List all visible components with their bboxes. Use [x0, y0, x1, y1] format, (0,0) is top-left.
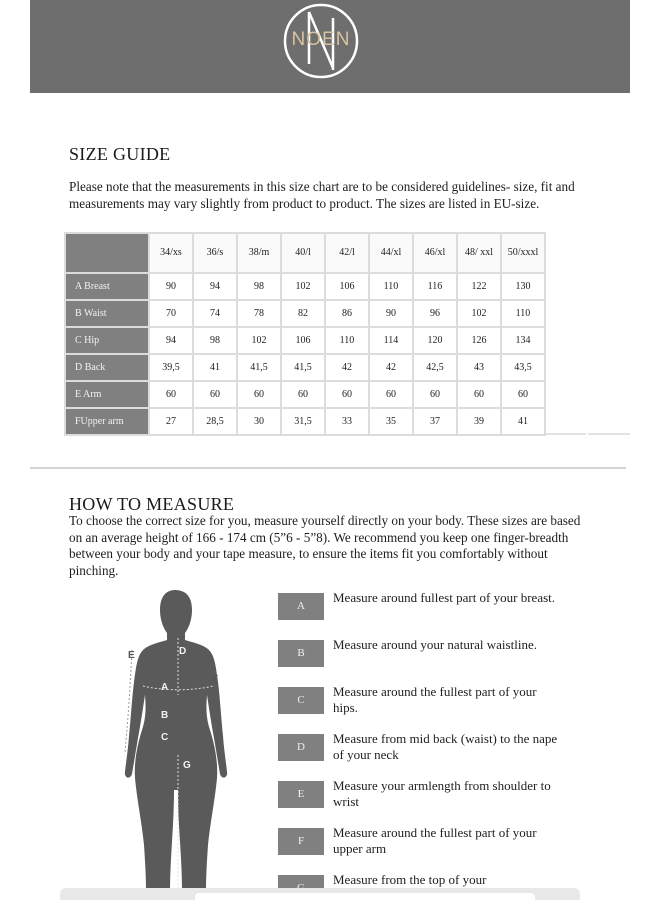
- measurement-label: C Hip: [65, 327, 149, 354]
- size-header: 36/s: [193, 233, 237, 273]
- figure-label-b: B: [161, 710, 169, 721]
- figure-label-g: G: [183, 760, 191, 771]
- measurement-value: 43: [457, 354, 501, 381]
- table-stub-line: [588, 433, 630, 435]
- size-header: 34/xs: [149, 233, 193, 273]
- measurement-value: 94: [149, 327, 193, 354]
- measurement-value: 70: [149, 300, 193, 327]
- measure-step: [278, 778, 578, 818]
- measurement-value: 30: [237, 408, 281, 435]
- size-chart-row: [65, 300, 545, 327]
- measurement-value: 90: [369, 300, 413, 327]
- measurement-value: 39: [457, 408, 501, 435]
- measurement-value: 35: [369, 408, 413, 435]
- measurement-value: 96: [413, 300, 457, 327]
- measurement-value: 98: [237, 273, 281, 300]
- measurement-value: 41: [193, 354, 237, 381]
- measurement-value: 27: [149, 408, 193, 435]
- measurement-label: B Waist: [65, 300, 149, 327]
- bottom-address-pill[interactable]: [195, 893, 535, 900]
- size-guide-title: SIZE GUIDE: [69, 144, 171, 164]
- measurement-value: 110: [325, 327, 369, 354]
- measurement-value: 60: [237, 381, 281, 408]
- measurement-value: 60: [457, 381, 501, 408]
- measurement-value: 106: [281, 327, 325, 354]
- measure-step: [278, 684, 578, 724]
- size-header: 48/ xxl: [457, 233, 501, 273]
- measurement-value: 60: [501, 381, 545, 408]
- size-header: 40/l: [281, 233, 325, 273]
- measurement-value: 42,5: [413, 354, 457, 381]
- size-chart-row: [65, 273, 545, 300]
- size-header: 42/l: [325, 233, 369, 273]
- measurement-value: 98: [193, 327, 237, 354]
- measurement-value: 60: [325, 381, 369, 408]
- measurement-value: 122: [457, 273, 501, 300]
- size-chart-table: [64, 232, 546, 436]
- figure-label-d: D: [179, 646, 187, 657]
- measurement-value: 37: [413, 408, 457, 435]
- table-corner-cell: [65, 233, 149, 273]
- measurement-value: 120: [413, 327, 457, 354]
- figure-label-e: E: [128, 650, 135, 661]
- step-text: Measure from the top of your: [333, 872, 487, 887]
- measurement-value: 60: [193, 381, 237, 408]
- measurement-value: 94: [193, 273, 237, 300]
- measurement-value: 102: [237, 327, 281, 354]
- measurement-value: 60: [281, 381, 325, 408]
- step-letter-badge: A: [278, 593, 324, 620]
- measurement-value: 102: [281, 273, 325, 300]
- step-letter-badge: F: [278, 828, 324, 855]
- size-chart-row: [65, 381, 545, 408]
- measurement-value: 106: [325, 273, 369, 300]
- size-header: 46/xl: [413, 233, 457, 273]
- section-divider: [30, 467, 626, 469]
- measurement-value: 78: [237, 300, 281, 327]
- logo-text: NOEN: [291, 29, 351, 50]
- measurement-value: 31,5: [281, 408, 325, 435]
- size-header: 38/m: [237, 233, 281, 273]
- how-to-measure-title: HOW TO MEASURE: [69, 494, 235, 514]
- measurement-value: 42: [369, 354, 413, 381]
- measurement-value: 82: [281, 300, 325, 327]
- measurement-value: 74: [193, 300, 237, 327]
- measurement-value: 41: [501, 408, 545, 435]
- measurement-value: 102: [457, 300, 501, 327]
- measure-step: [278, 825, 578, 865]
- measurement-value: 86: [325, 300, 369, 327]
- measurement-value: 43,5: [501, 354, 545, 381]
- size-header: 50/xxxl: [501, 233, 545, 273]
- figure-label-c: C: [161, 732, 169, 743]
- measurement-value: 90: [149, 273, 193, 300]
- measurement-value: 60: [413, 381, 457, 408]
- measure-step: [278, 637, 578, 677]
- size-header: 44/xl: [369, 233, 413, 273]
- size-chart-row: [65, 354, 545, 381]
- measurement-value: 60: [369, 381, 413, 408]
- measurement-value: 110: [369, 273, 413, 300]
- step-text: Measure from mid back (waist) to the nape of your neck: [333, 731, 558, 763]
- figure-label-a: A: [161, 682, 169, 693]
- step-text: Measure around fullest part of your breast.: [333, 590, 556, 605]
- measurement-label: E Arm: [65, 381, 149, 408]
- measurement-value: 28,5: [193, 408, 237, 435]
- step-letter-badge: D: [278, 734, 324, 761]
- measurement-value: 130: [501, 273, 545, 300]
- size-guide-note: Please note that the measurements in this size chart are to be considered guidelines- size, fit and measurements may vary slightly from product to product. The sizes are listed in EU-size.: [69, 179, 575, 211]
- body-silhouette: [118, 590, 238, 890]
- measure-step: [278, 590, 578, 630]
- measurement-value: 60: [149, 381, 193, 408]
- figure-label-f: F: [212, 674, 219, 685]
- measurement-label: D Back: [65, 354, 149, 381]
- measurement-value: 110: [501, 300, 545, 327]
- measurement-value: 39,5: [149, 354, 193, 381]
- size-chart-row: [65, 408, 545, 435]
- measurement-value: 114: [369, 327, 413, 354]
- step-letter-badge: B: [278, 640, 324, 667]
- step-text: Measure around the fullest part of your hips.: [333, 684, 537, 716]
- body-figure: [118, 590, 238, 890]
- step-text: Measure around the fullest part of your upper arm: [333, 825, 537, 857]
- size-chart-row: [65, 327, 545, 354]
- step-text: Measure around your natural waistline.: [333, 637, 537, 652]
- measurement-value: 126: [457, 327, 501, 354]
- table-stub-line: [546, 433, 586, 435]
- measurement-value: 42: [325, 354, 369, 381]
- size-chart-header-row: [65, 233, 545, 273]
- measurement-label: A Breast: [65, 273, 149, 300]
- measurement-label: FUpper arm: [65, 408, 149, 435]
- how-to-measure-intro: To choose the correct size for you, measure yourself directly on your body. These sizes are based on an average height of 166 - 174 cm (5”6 - 5”8). We recommend you keep one finger-breadth between your body and your tape measure, to ensure the items fit you comfortably without pinching.: [69, 513, 581, 578]
- measurement-value: 116: [413, 273, 457, 300]
- step-letter-badge: C: [278, 687, 324, 714]
- measurement-value: 134: [501, 327, 545, 354]
- measurement-value: 41,5: [281, 354, 325, 381]
- measure-step: [278, 731, 578, 771]
- step-letter-badge: E: [278, 781, 324, 808]
- measurement-value: 33: [325, 408, 369, 435]
- measurement-value: 41,5: [237, 354, 281, 381]
- step-text: Measure your armlength from shoulder to wrist: [333, 778, 551, 810]
